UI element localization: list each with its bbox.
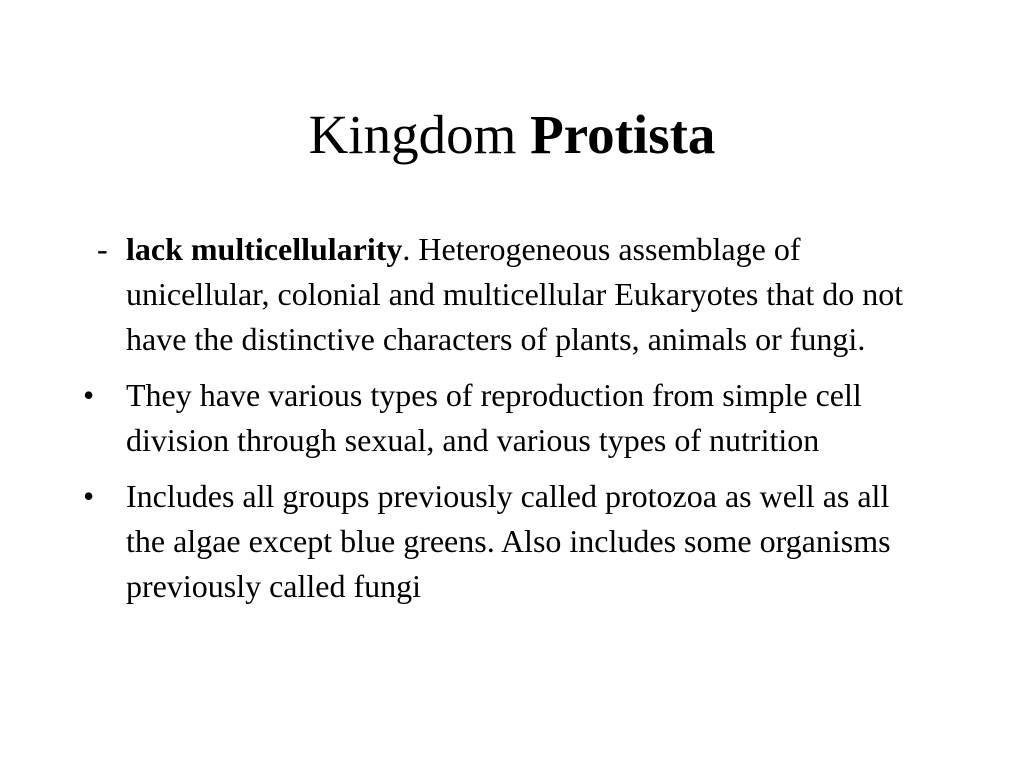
paragraph-lack-multicellularity (83, 227, 933, 362)
dash-marker: - (97, 231, 108, 267)
bullet-icon: • (83, 377, 95, 413)
paragraph-text: . Heterogeneous assemblage of unicellular, colonial and multicellular Eukaryotes that do not have the distinctive characters of plants, animals or fungi. (126, 231, 904, 357)
slide-body (83, 227, 933, 620)
bullet-reproduction (83, 373, 933, 463)
title-regular: Kingdom (308, 104, 531, 165)
slide-title (0, 100, 1024, 170)
title-bold: Protista (530, 104, 716, 165)
bullet-icon: • (83, 478, 95, 514)
bullet-includes-groups (83, 474, 933, 609)
bullet-text: They have various types of reproduction from simple cell division through sexual, and various types of nutrition (126, 377, 862, 458)
bullet-text: Includes all groups previously called protozoa as well as all the algae except blue greens. Also includes some organisms previously called fungi (126, 478, 891, 604)
bold-lead-text: lack multicellularity (126, 231, 403, 267)
